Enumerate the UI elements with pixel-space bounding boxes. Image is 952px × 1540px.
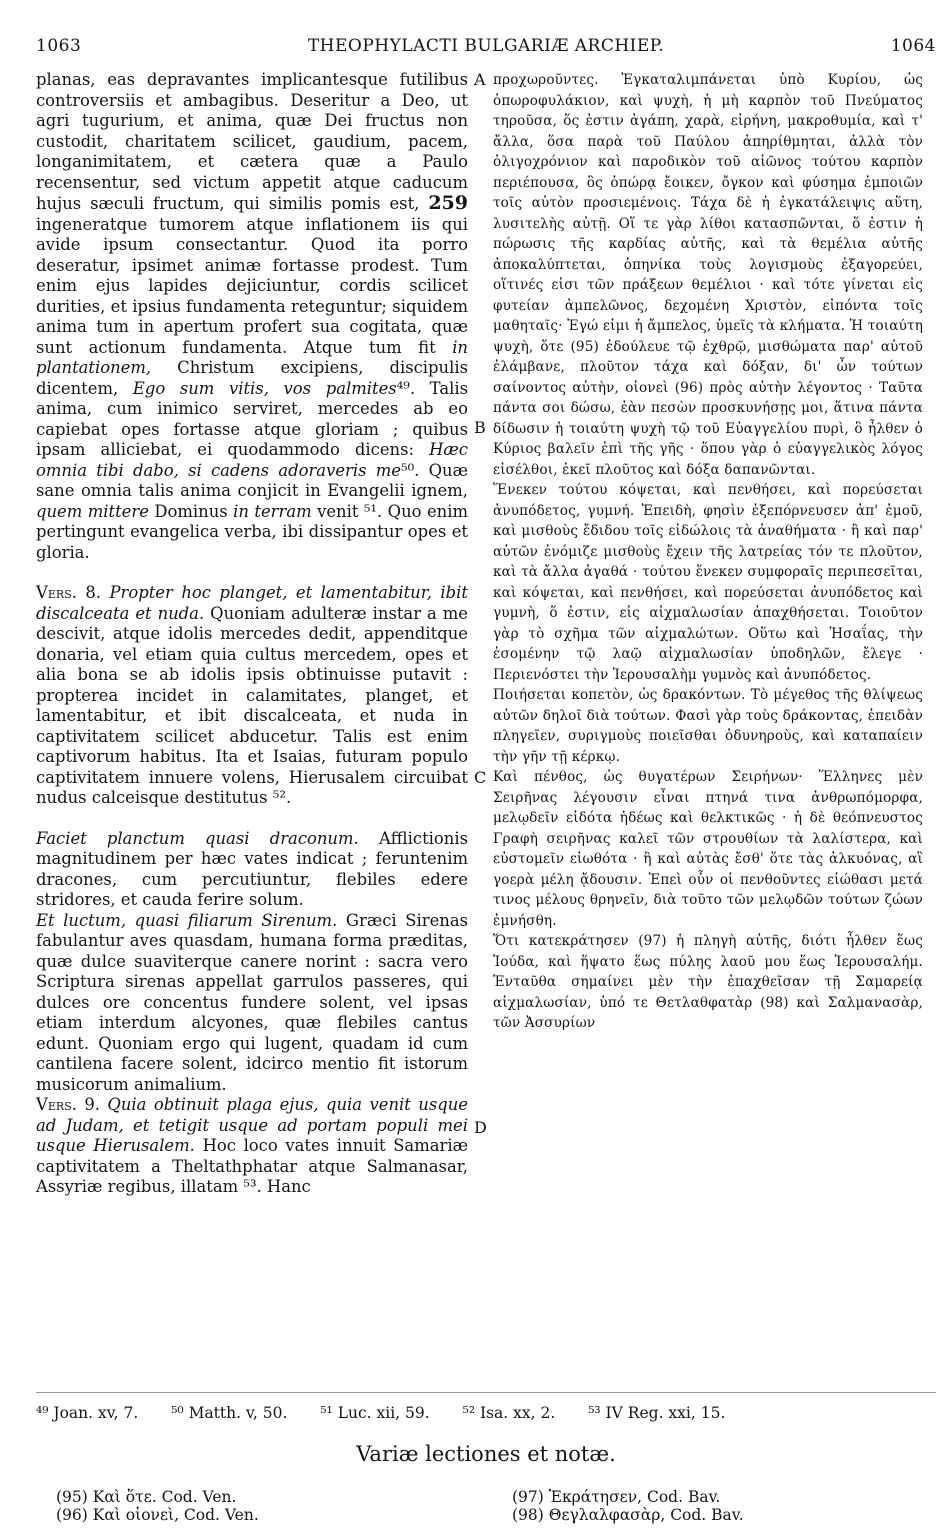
variant-note: (97) Ἐκράτησεν, Cod. Bav. (512, 1488, 721, 1506)
footnote-divider (36, 1392, 936, 1393)
variant-note: (96) Καὶ οἱονεὶ, Cod. Ven. (56, 1506, 259, 1524)
latin-para-3 (36, 829, 468, 911)
greek-para-1: προχωροῦντες. Ἐγκαταλιμπάνεται ὑπὸ Κυρίου, ὡς ὀπωροφυλάκιον, καὶ ψυχὴ, ἡ μὴ καρπὸν τοῦ Πνεύματος τηροῦσα, ὅς ἐστιν ἀγάπη, χαρὰ, εἰρήνη, μακροθυμία, καὶ τ' ἄλλα, ὅσα παρὰ τοῦ Παύλου ἀπηρίθμηται, ἀλλὰ τὸν ὀλιγοχρόνιον καὶ παροδικὸν τοῦ αἰῶνος τούτου καρπὸν περιέπουσα, ὃς ὀπώρᾳ ἔοικεν, ὄγκον καὶ φύσημα ἐμποιῶν τοῖς αὐτὸν προσιεμένοις. Τάχα δὲ ἡ ἐγκατάλειψις αὕτη, λυσιτελὴς αὐτῇ. Οἵ τε γὰρ λίθοι κατασπῶνται, ὅ ἐστιν ἡ πώρωσις τῆς καρδίας αὐτῆς, καὶ τὰ θεμέλια αὐτῆς ἀποκαλύπτεται, ὁπηνίκα τοὺς λογισμοὺς ἐξαγορεύει, οἵτινές εἰσι τῶν πράξεων θεμέλιοι · καὶ τότε γίνεται εἰς φυτείαν ἀμπελῶνος, δεχομένη Χριστὸν, εἰπόντα τοῖς μαθηταῖς· Ἐγώ εἰμι ἡ ἄμπελος, ὑμεῖς τὰ κλήματα. Ἡ τοιαύτη ψυχὴ, ὅτε (95) ἐδούλευε τῷ ἐχθρῷ, μισθώματα παρ' αὐτοῦ ἐλάμβανε, πλοῦτον τάχα καὶ δόξαν, δι' ὧν τούτων σαίνοντος αὐτὴν, οἱονεὶ (96) πρὸς αὐτὴν λέγοντος · Ταῦτα πάντα σοι δώσω, ἐὰν πεσὼν προσκυνήσῃς μοι, ἅτινα πάντα δίδωσιν ἡ τοιαύτη ψυχὴ τῷ τοῦ Εὐαγγελίου πυρὶ, ὃ ἦλθεν ὁ Κύριος βαλεῖν ἐπὶ τῆς γῆς · ὅπου γὰρ ὁ εὐαγγελικὸς λόγος εἰσέλθοι, ἐκεῖ πλοῦτος καὶ δόξα δαπανῶνται. (493, 72, 923, 478)
latin-column (36, 70, 468, 1198)
page-header (36, 36, 936, 62)
variae-left (56, 1488, 259, 1524)
latin-text: ingeneratque tumorem atque inflationem iis qui avide ipsum consectantur. Quod ita porro deseratur, ipsimet animæ fortasse prodest. Tum enim ejus lapides dejiciuntur, cordis scilicet durities, et ipsius fundamenta reteguntur; siquidem anima tum in apertum profert sua cogitata, quæ sunt actionum fundamenta. Atque tum fit (36, 214, 468, 357)
footnote: ⁵² Isa. xx, 2. (462, 1404, 556, 1422)
latin-para-1 (36, 70, 468, 563)
latin-italic: Quia obtinuit plaga ejus, quia venit usque ad Judam, et tetigit usque ad portam populi mei usque Hierusalem. (36, 1095, 468, 1155)
verse-label: Vers. 8. (36, 583, 102, 602)
latin-para-4 (36, 911, 468, 1096)
variae-right (512, 1488, 744, 1524)
running-title: THEOPHYLACTI BULGARIÆ ARCHIEP. (307, 36, 665, 56)
latin-para-5 (36, 1095, 468, 1198)
latin-italic: Propter hoc planget, et lamentabitur, ibit discalceata et nuda. (36, 583, 468, 623)
latin-text: ⁵⁰. Quæ sane omnia talis anima conjicit in Evangelii ignem, (36, 460, 468, 500)
variant-note: (98) Θεγλαλφασὰρ, Cod. Bav. (512, 1506, 744, 1524)
latin-italic: Hæc omnia tibi dabo, si cadens adoraveris me (36, 440, 468, 480)
verse-label: Vers. 9. (36, 1095, 100, 1114)
variant-note: (95) Καὶ ὅτε. Cod. Ven. (56, 1488, 237, 1506)
footnote: ⁵⁰ Matth. v, 50. (171, 1404, 288, 1422)
footnote: ⁵¹ Luc. xii, 59. (320, 1404, 430, 1422)
margin-letter-d: D (474, 1118, 487, 1137)
greek-para-3: Ποιήσεται κοπετὸν, ὡς δρακόντων. Τὸ μέγεθος τῆς θλίψεως αὐτῶν δηλοῖ διὰ τούτων. Φασὶ γὰρ τοὺς δράκοντας, ἐπειδὰν πληγεῖεν, συριγμοὺς ποιεῖσθαι ὀδυνηροὺς, καὶ καταπαίειν τὴν γῆν τῇ κέρκῳ. (493, 687, 923, 765)
left-page-number: 1063 (36, 36, 82, 56)
latin-text: Christum excipiens, discipulis dicentem, (36, 358, 468, 398)
footnotes (36, 1404, 936, 1422)
latin-text: Quoniam adulteræ instar a me descivit, atque idolis mercedes dedit, appenditque donaria, vel etiam quia cultus mercedem, opes et alia bona se ab idolis ipsis obtinuisse putavit : propterea incidet in calamitates, planget, et lamentabitur, et ibit discalceata, et nuda in captivitatem scilicet abducetur. Talis est enim captivorum habitus. Ita et Isaias, futuram populo captivitatem innuere volens, Hierusalem circuibat nudus calceisque destitutus ⁵². (36, 603, 468, 807)
right-page-number: 1064 (890, 36, 936, 56)
latin-italic: in plantationem, (36, 337, 468, 377)
latin-text: Græci Sirenas fabulantur aves quasdam, humana forma præditas, quæ dulce suaviterque canere norint : sacra vero Scriptura sirenas appellat garrulos passeres, qui dulces ore concentus fundere solent, vel ipsas etiam interdum alcyones, quæ flebiles cantus edunt. Quoniam ergo qui lugent, quadam id cum cantilena facere solent, idcirco mentio fit istorum musicorum animalium. (36, 910, 469, 1094)
latin-text: Hoc loco vates innuit Samariæ captivitatem a Theltathphatar atque Salmanasar, Assyriæ regibus, illatam ⁵³. Hanc (36, 1136, 468, 1196)
latin-italic: Ego sum vitis, vos palmites (132, 378, 397, 398)
latin-italic: Faciet planctum quasi draconum. (36, 828, 359, 848)
page-marker: 259 (428, 192, 468, 214)
footnote: ⁴⁹ Joan. xv, 7. (36, 1404, 139, 1422)
latin-italic: quem mittere (36, 501, 149, 521)
latin-para-2 (36, 583, 468, 809)
variae-title: Variæ lectiones et notæ. (356, 1442, 616, 1466)
latin-text: ⁴⁹. Talis anima, cum inimico serviret, mercedes ab eo capiebat opes fortasse atque gloriam ; quibus ipsam alliciebat, ei quodammodo dicens: (36, 378, 469, 459)
latin-italic: Et luctum, quasi filiarum Sirenum. (36, 910, 338, 930)
greek-para-4: Καὶ πένθος, ὡς θυγατέρων Σειρήνων· Ἕλληνες μὲν Σειρῆνας λέγουσιν εἶναι πτηνά τινα ἀνθρωπόμορφα, μελῳδεῖν εἰδότα ἡδέως καὶ θελκτικῶς · ἡ δὲ θεόπνευστος Γραφὴ σειρῆνας καλεῖ τῶν στρουθίων τὰ λαλίστερα, καὶ εὐστομεῖν εἰωθότα · ἢ καὶ αὐτὰς ἔσθ' ὅτε τὰς ἀλκυόνας, αἳ γοερὰ μέλη ᾄδουσιν. Ἐπεὶ οὖν οἱ πενθοῦντες εἰώθασι μετά τινος μέλους θρηνεῖν, διὰ τοῦτο τῶν μελῳδῶν τούτων ζώων ἐμνήσθη. (493, 769, 923, 929)
margin-letter-c: C (474, 768, 487, 787)
footnote: ⁵³ IV Reg. xxi, 15. (588, 1404, 726, 1422)
margin-letter-a: A (474, 70, 486, 89)
latin-italic: in terram (233, 501, 312, 521)
latin-text: planas, eas depravantes implicantesque futilibus controversiis et ambagibus. Deseritur a Deo, ut agri tugurium, et anima, quæ Dei fructus non custodit, charitatem scilicet, gaudium, pacem, longanimitatem, et cætera quæ a Paulo recensentur, sed victum appetit atque caducum hujus sæculi fructum, qui similis pomis est, (36, 70, 468, 213)
greek-column (493, 70, 923, 1034)
greek-para-5: Ὅτι κατεκράτησεν (97) ἡ πληγὴ αὐτῆς, διότι ἦλθεν ἕως Ἰούδα, καὶ ἥψατο ἕως πύλης λαοῦ μου ἕως Ἱερουσαλήμ. Ἐνταῦθα σημαίνει μὲν τὴν ἐπαχθεῖσαν τῇ Σαμαρείᾳ αἰχμαλωσίαν, ὑπό τε Θετλαθφατὰρ (98) καὶ Σαλμανασὰρ, τῶν Ἀσσυρίων (493, 933, 923, 1031)
greek-para-2: Ἕνεκεν τούτου κόψεται, καὶ πενθήσει, καὶ πορεύσεται ἀνυπόδετος, γυμνή. Ἐπειδὴ, φησὶν ἐξεπόρνευσεν ἀπ' ἐμοῦ, καὶ μισθοὺς ἔδιδου τοῖς εἰδώλοις τὰ ἀναθήματα · ἢ καὶ παρ' αὐτῶν ἐνόμιζε μισθοὺς ἔχειν τῆς λατρείας τόν τε πλοῦτον, καὶ τὰ ἄλλα ἀγαθά · τούτου ἕνεκεν συμφοραῖς περιπεσεῖται, καὶ κόψεται, καὶ πενθήσει, καὶ πορεύσεται ἀνυπόδετος καὶ γυμνὴ, ὅ ἐστιν, εἰς αἰχμαλωσίαν ἀπαχθήσεται. Τοιοῦτον γὰρ τὸ σχῆμα τῶν αἰχμαλώτων. Οὕτω καὶ Ἡσαΐας, τὴν ἐσομένην τῷ λαῷ αἰχμαλωσίαν ὑποδηλῶν, ἔλεγε · Περιενόστει τὴν Ἱερουσαλὴμ γυμνὸς καὶ ἀνυπόδετος. (493, 482, 923, 683)
latin-text: Dominus (154, 501, 228, 521)
latin-text: venit ⁵¹. Quo enim pertingunt evangelica verba, ibi dissipantur opes et gloria. (36, 501, 468, 562)
margin-letter-b: B (474, 418, 486, 437)
latin-text: Afflictionis magnitudinem per hæc vates indicat ; feruntenim dracones, cum percutiuntur, flebiles edere stridores, et cauda ferire solum. (36, 828, 468, 909)
